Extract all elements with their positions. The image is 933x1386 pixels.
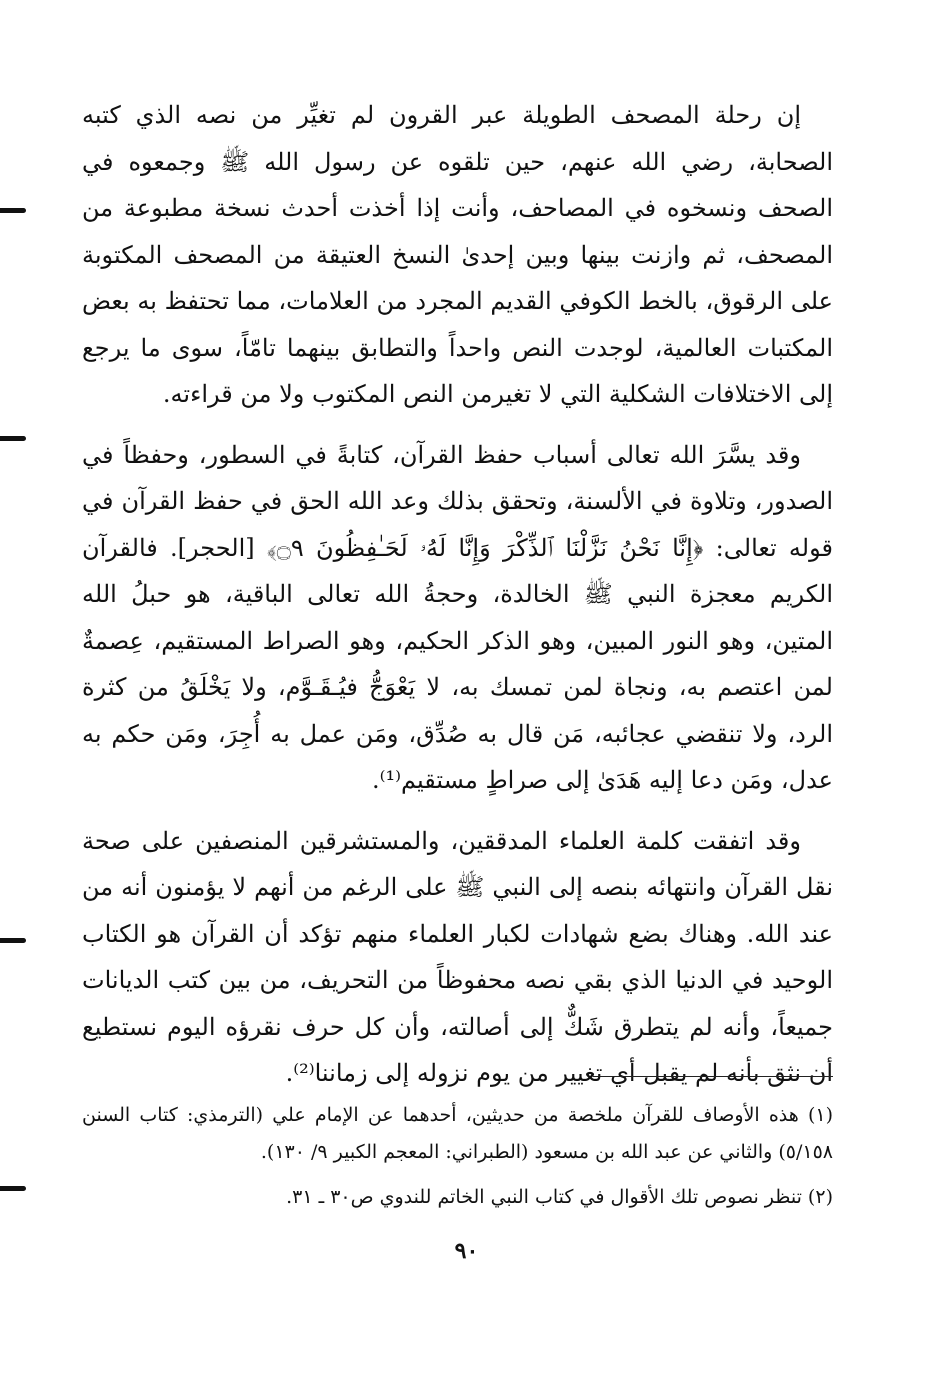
footnote-separator [593, 1076, 833, 1077]
footnote-1: (١) هذه الأوصاف للقرآن ملخصة من حديثين، أحدهما عن الإمام علي (الترمذي: كتاب السنن ٥/١٥٨) والثاني عن عبد الله بن مسعود (الطبراني: المعجم الكبير ٩/ ١٣٠). [82, 1104, 833, 1163]
paragraph-3: وقد اتفقت كلمة العلماء المدققين، والمستشرقين المنصفين على صحة نقل القرآن وانتهائه بنصه إلى النبي ﷺ على الرغم من أنهم لا يؤمنون أنه من عند الله. وهناك بضع شهادات لكبار العلماء منهم تؤكد أن القرآن هو الكتاب الوحيد في الدنيا الذي بقي نصه محفوظاً من التحريف، من بين كتب الديانات جميعاً، وأنه لم يتطرق شَكٌّ إلى أصالته، وأن كل حرف نقرؤه اليوم نستطيع أن نثق بأنه لم يقبل أي تغيير من يوم نزوله إلى زماننا⁽²⁾. [82, 826, 833, 1087]
page-number: ٩٠ [454, 1238, 479, 1264]
scan-margin-mark [0, 208, 26, 213]
body-text [82, 92, 833, 1111]
paragraph-1: إن رحلة المصحف الطويلة عبر القرون لم تغيِّر من نصه الذي كتبه الصحابة، رضي الله عنهم، حين تلقوه عن رسول الله ﷺ وجمعوه في الصحف ونسخوه في المصاحف، وأنت إذا أخذت أحدث نسخة مطبوعة من المصحف، ثم وازنت بينها وبين إحدىٰ النسخ العتيقة من المصحف المكتوبة على الرقوق، بالخط الكوفي القديم المجرد من العلامات، مما تحتفظ به بعض المكتبات العالمية، لوجدت النص واحداً والتطابق بينهما تامّاً، سوى ما يرجع إلى الاختلافات الشكلية التي لا تغيرمن النص المكتوب ولا من قراءته. [82, 101, 833, 408]
scan-margin-mark [0, 436, 26, 441]
footnotes [82, 1097, 833, 1224]
scan-margin-mark [0, 938, 26, 943]
footnote-2: (٢) تنظر نصوص تلك الأقوال في كتاب النبي الخاتم للندوي ص٣٠ ـ ٣١. [286, 1186, 833, 1208]
paragraph-2: وقد يسَّرَ الله تعالى أسباب حفظ القرآن، كتابةً في السطور، وحفظاً في الصدور، وتلاوة في الألسنة، وتحقق بذلك وعد الله الحق في حفظ القرآن في قوله تعالى: ﴿إِنَّا نَحْنُ نَزَّلْنَا ٱلذِّكْرَ وَإِنَّا لَهُۥ لَحَـٰفِظُونَ ۝٩﴾ [الحجر]. فالقرآن الكريم معجزة النبي ﷺ الخالدة، وحجةُ الله تعالى الباقية، هو حبلُ الله المتين، وهو النور المبين، وهو الذكر الحكيم، وهو الصراط المستقيم، عِصمةٌ لمن اعتصم به، ونجاة لمن تمسك به، لا يَعْوَجُّ فيُـقَـوَّم، ولا يَخْلَقُ من كثرة الرد، ولا تنقضي عجائبه، مَن قال به صُدِّق، ومَن عمل به أُجِرَ، ومَن حكم به عدل، ومَن دعا إليه هَدَىٰ إلى صراطٍ مستقيم⁽¹⁾. [82, 440, 833, 794]
scan-margin-mark [0, 1186, 26, 1191]
